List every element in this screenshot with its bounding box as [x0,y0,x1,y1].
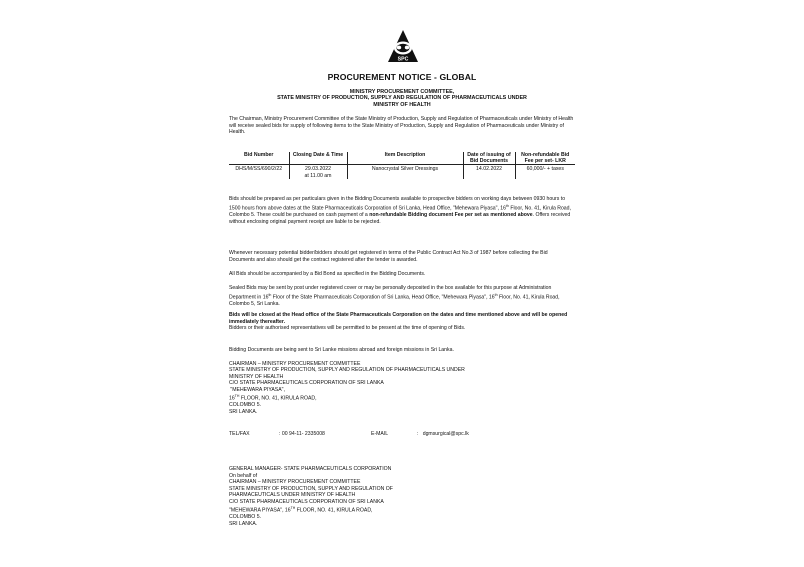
signoff-line-9: SRI LANKA. [229,520,258,527]
address-line-4: C/O STATE PHARMACEUTICALS CORPORATION OF SRI LANKA [229,380,384,387]
signoff-line-4: STATE MINISTRY OF PRODUCTION, SUPPLY AND REGULATION OF [229,485,393,492]
registration-paragraph: Whenever necessary potential bidder/bidders should get registered in terms of the Public Contract Act No.3 of 1987 before collecting the Bid Documents and also should get the contract registered after the tender is awarded. [229,250,548,263]
email-value[interactable]: : dgmsurgical@spc.lk [417,431,469,437]
closing-paragraph [229,312,575,332]
address-line-6-sup: TH [234,394,240,399]
address-line-5: "MEHEWARA PIYASA", [229,386,285,393]
para4-text-b: Floor of the State Pharmaceuticals Corporation of Sri Lanka, Head Office, "Mehewara Piyasa", 16 [271,294,495,301]
signoff-line-6: C/O STATE PHARMACEUTICALS CORPORATION OF SRI LANKA [229,498,384,505]
para1-text-c: . Offers received without enclosing original payment receipt are liable to be rejected. [229,211,571,225]
bid-table [229,152,575,179]
bidding-documents-paragraph [229,196,575,225]
header-issue-date: Date of issuing of Bid Documents [463,152,515,165]
para1-text-a: Bids should be prepared as per particulars given in the Bidding Documents available to prospective bidders on working days between 0930 hours to 1500 hours from above dates at the State Pharmaceuticals Corporation of Sri Lanka, Head Office, "Mehewara Piyasa", 16 [229,196,566,212]
address-line-6 [229,393,575,402]
signoff-line-2: On behalf of [229,472,258,479]
signoff-line-7 [229,505,575,514]
signoff-line-8: COLOMBO 5. [229,514,261,521]
committee-line-3: MINISTRY OF HEALTH [373,101,431,108]
address-line-3: MINISTRY OF HEALTH [229,373,284,380]
closing-date: 29.03.2022 [305,166,331,173]
para1-text-b: Floor, No. 41, Kirula Road, Colombo 5. These could be purchased on cash payment of a [229,205,571,218]
signoff-line-7-b: FLOOR, NO. 41, KIRULA ROAD, [295,507,373,514]
header-bid-fee: Non-refundable Bid Fee per set- LKR [515,152,575,165]
sealed-bids-paragraph [229,285,575,308]
signoff-line-7-a: "MEHEWARA PIYASA", 16 [229,507,291,514]
table-row [229,165,575,179]
closing-time: at 11.00 am [304,172,332,179]
cell-closing-date [289,165,347,179]
address-line-8: SRI LANKA. [229,408,258,415]
header-closing-date: Closing Date & Time [289,152,347,165]
spc-logo-icon [387,29,419,63]
notice-page [229,0,575,567]
email-label: E-MAIL [371,431,389,437]
cell-bid-number: DHS/M/SS/690/2/22 [235,166,283,173]
committee-line-2: STATE MINISTRY OF PRODUCTION, SUPPLY AND REGULATION OF PHARMACEUTICALS UNDER [277,95,527,102]
tel-value: : 00 94-11- 2335008 [279,431,325,437]
signoff-line-5: PHARMACEUTICALS UNDER MINISTRY OF HEALTH [229,492,356,498]
committee-heading [229,89,575,108]
signoff-line-1: GENERAL MANAGER- STATE PHARMACEUTICALS CORPORATION [229,466,392,472]
header-item-description: Item Description [347,152,463,165]
address-line-7: COLOMBO 5. [229,402,261,409]
signoff-line-7-sup: TH [290,506,296,510]
signoff-line-3: CHAIRMAN – MINISTRY PROCUREMENT COMMITTEE [229,479,361,485]
bid-bond-paragraph: All Bids should be accompanied by a Bid Bond as specified in the Bidding Documents. [229,271,426,277]
para4-text-a: Sealed Bids may be sent by post under registered cover or may be personally deposited in the box available for this purpose at Administration Department in 16 [229,285,552,301]
logo-text: SPC [397,56,409,63]
committee-line-1: MINISTRY PROCUREMENT COMMITTEE, [349,89,455,95]
notice-title: PROCUREMENT NOTICE - GLOBAL [327,72,477,82]
address-line-1: CHAIRMAN – MINISTRY PROCUREMENT COMMITTEE [229,361,361,367]
cell-fee: 60,000/- + taxes [515,165,575,179]
header-bid-number: Bid Number [229,152,289,165]
cell-issue-date: 14.02.2022 [463,165,515,179]
cell-item: Nanocrystal Silver Dressings [347,165,463,179]
para5-bold: Bids will be closed at the Head office of the State Pharmaceuticals Corporation on the dates and time mentioned above and will be opened immediately thereafter. [229,312,568,325]
missions-paragraph: Bidding Documents are being sent to Sri Lanke missions abroad and foreign missions in Sri Lanka. [229,347,454,353]
para4-text-c: Floor, No. 41, Kirula Road, Colombo 5, Sri Lanka. [229,294,560,307]
address-block [229,361,575,415]
para1-bold: non-refundable Bidding document Fee per set as mentioned above [369,211,533,218]
address-line-6-a: 16 [229,395,235,402]
signoff-block [229,466,575,527]
address-line-6-b: FLOOR, NO. 41, KIRULA ROAD, [239,395,317,402]
intro-paragraph: The Chairman, Ministry Procurement Committee of the State Ministry of Production, Supply and Regulation of Pharmaceuticals under Ministry of Health will receive sealed bids for supply of following items to the State Ministry of Production, Supply and Regulation of Pharmaceuticals under Ministry of Health. [229,116,574,136]
para5-rest: Bidders or their authorised representatives will be permitted to be present at the time of opening of Bids. [229,325,466,332]
para1-sup: th [506,203,509,208]
address-line-2: STATE MINISTRY OF PRODUCTION, SUPPLY AND REGULATION OF PHARMACEUTICALS UNDER [229,367,465,374]
para4-sup-2: th [494,292,498,297]
para4-sup: th [268,292,272,297]
tel-label: TEL/FAX [229,431,250,437]
bid-table-header [229,152,575,165]
